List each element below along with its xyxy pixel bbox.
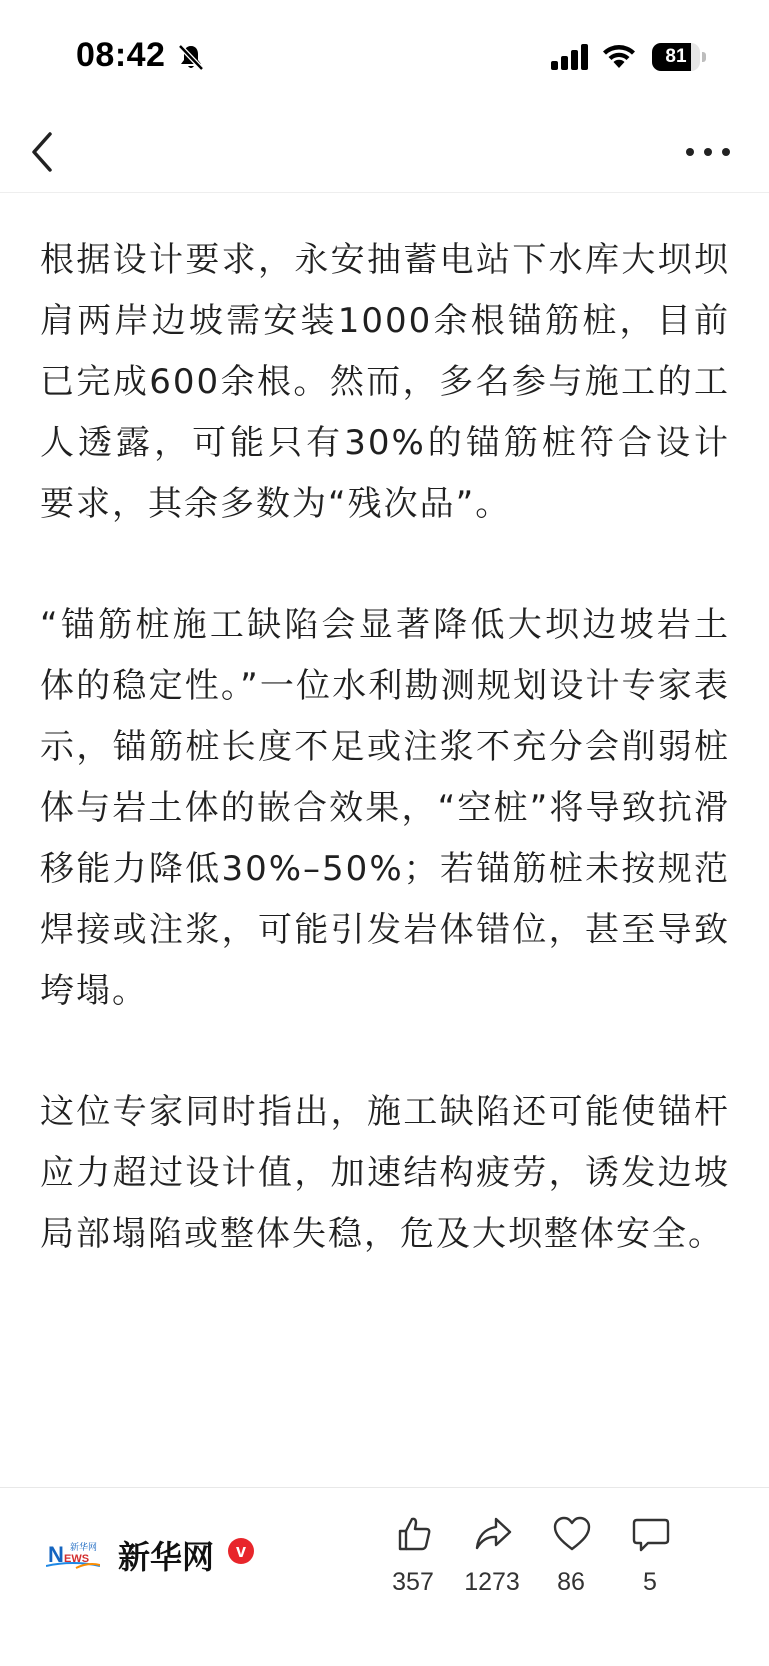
comment-bubble-icon	[631, 1514, 671, 1554]
comment-button[interactable]	[607, 1514, 693, 1604]
chevron-left-icon	[24, 124, 68, 180]
thumbs-up-icon	[394, 1514, 434, 1554]
source-name: 新华网	[118, 1538, 215, 1576]
cellular-signal-icon	[551, 44, 591, 70]
favorite-count: 86	[557, 1568, 585, 1596]
like-count: 357	[392, 1568, 434, 1596]
xinhua-logo	[46, 1532, 100, 1572]
article-paragraph: 根据设计要求，永安抽蓄电站下水库大坝坝肩两岸边坡需安装1000余根锚筋桩，目前已完成600余根。然而，多名参与施工的工人透露，可能只有30%的锚筋桩符合设计要求，其余多数为“残次品”。	[40, 240, 730, 524]
logo-cn-text: 新华网	[70, 1543, 98, 1553]
logo-n-letter: N	[48, 1542, 64, 1567]
heart-icon	[552, 1514, 592, 1554]
bottom-action-bar	[0, 1487, 769, 1666]
more-options-button[interactable]	[682, 130, 734, 174]
article-body	[40, 230, 730, 1325]
silent-bell-icon	[176, 42, 206, 72]
battery-cap	[702, 52, 706, 62]
share-arrow-icon	[473, 1514, 513, 1554]
status-time: 08:42	[76, 36, 166, 74]
battery-icon	[652, 43, 706, 71]
back-button[interactable]	[24, 124, 68, 180]
status-bar	[0, 0, 769, 112]
favorite-button[interactable]	[528, 1514, 614, 1604]
logo-ews-letters: EWS	[64, 1553, 90, 1565]
wifi-icon	[601, 42, 637, 70]
navigation-bar	[0, 112, 769, 193]
more-dots-icon	[682, 130, 734, 174]
article-paragraph: “锚筋桩施工缺陷会显著降低大坝边坡岩土体的稳定性。”一位水利勘测规划设计专家表示，锚筋桩长度不足或注浆不充分会削弱桩体与岩土体的嵌合效果，“空桩”将导致抗滑移能力降低30%–50%；若锚筋桩未按规范焊接或注浆，可能引发岩体错位，甚至导致垮塌。	[40, 605, 730, 1011]
article-paragraph: 这位专家同时指出，施工缺陷还可能使锚杆应力超过设计值，加速结构疲劳，诱发边坡局部塌陷或整体失稳，危及大坝整体安全。	[40, 1092, 730, 1254]
comment-count: 5	[643, 1568, 657, 1596]
battery-level-text: 81	[665, 46, 687, 67]
battery-body	[652, 43, 700, 71]
share-count: 1273	[464, 1568, 520, 1596]
share-button[interactable]	[449, 1514, 535, 1604]
like-button[interactable]	[370, 1514, 456, 1604]
verified-badge-icon: v	[228, 1538, 254, 1564]
